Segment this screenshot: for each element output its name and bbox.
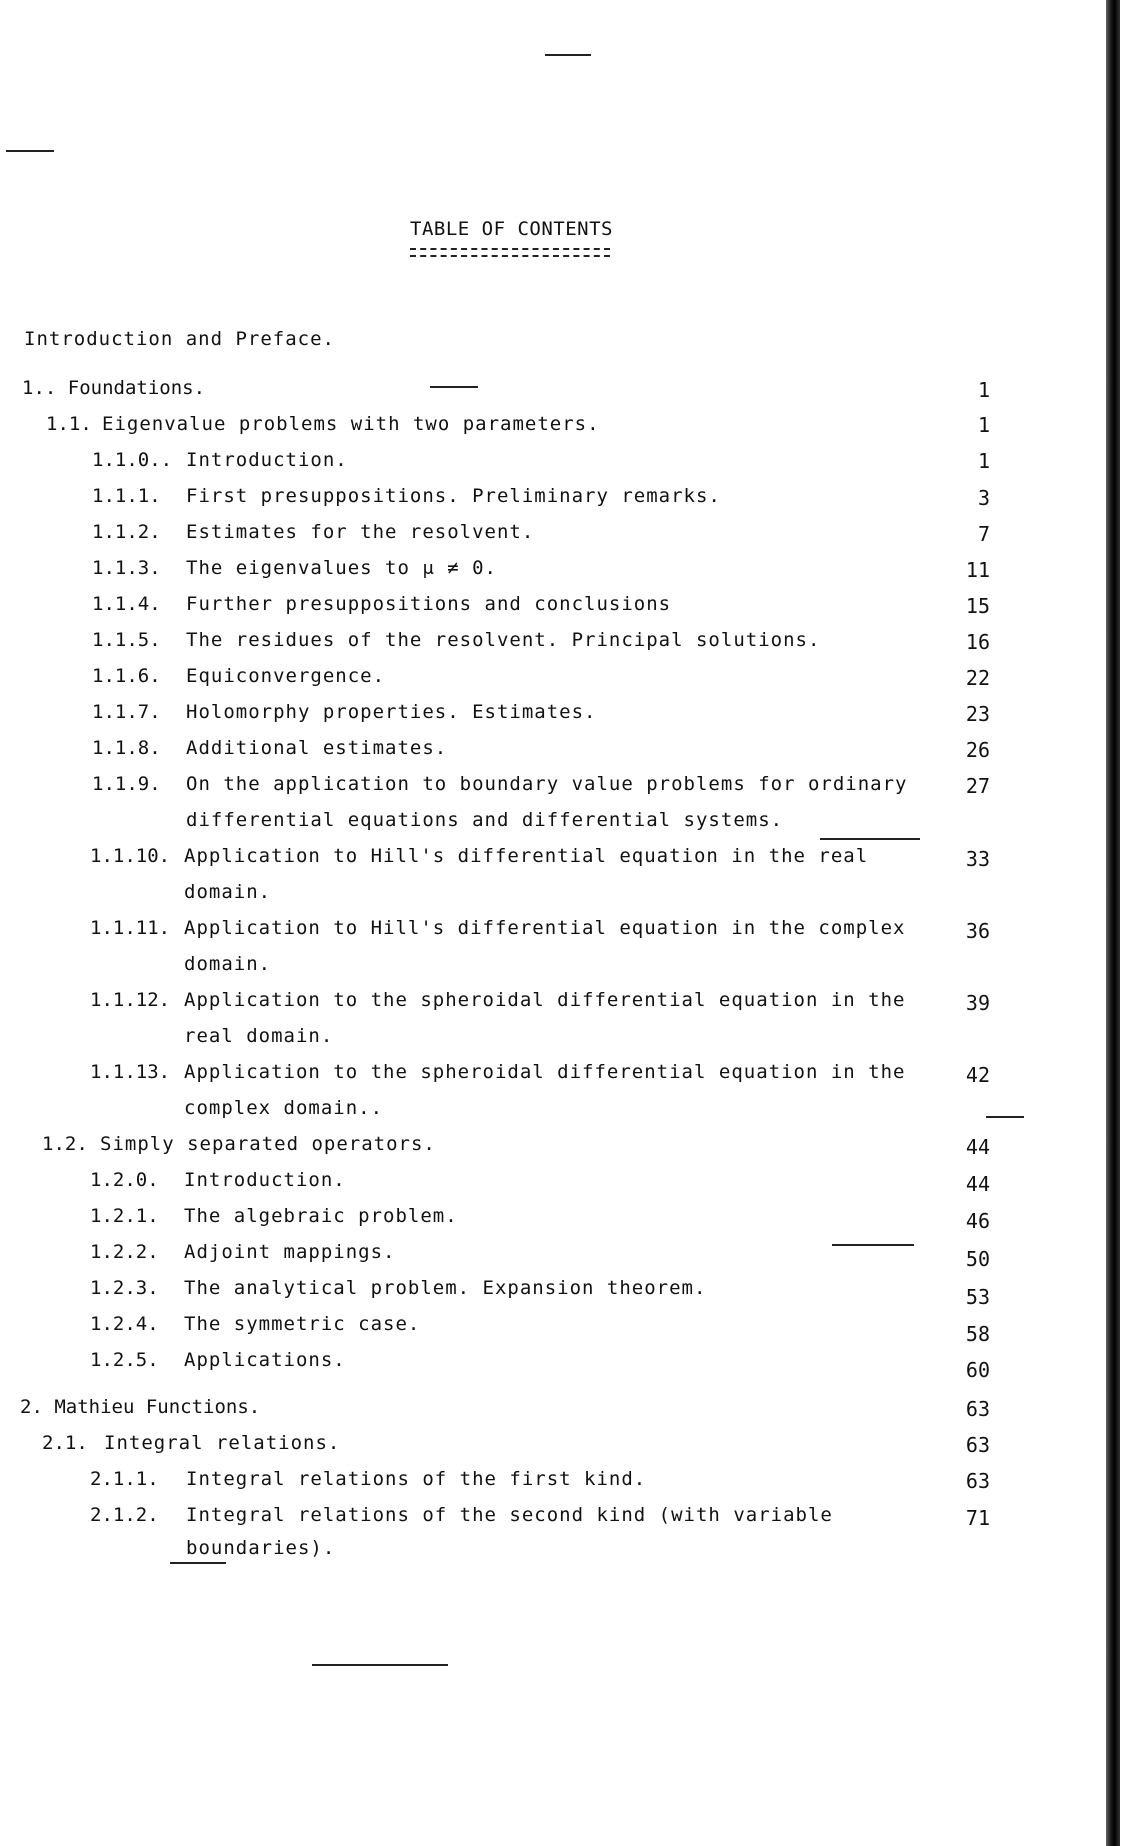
toc-page: 36 bbox=[965, 919, 990, 943]
toc-page: 7 bbox=[977, 522, 990, 546]
toc-subsection-title: The analytical problem. Expansion theorem. bbox=[184, 1277, 707, 1299]
toc-section-number: 1.2. bbox=[42, 1133, 88, 1155]
toc-chapter-2: 2. Mathieu Functions. bbox=[20, 1396, 261, 1418]
toc-section-title: Eigenvalue problems with two parameters. bbox=[102, 413, 600, 435]
toc-subsection-number: 1.1.7. bbox=[92, 701, 161, 723]
toc-page: 33 bbox=[965, 847, 990, 871]
toc-page: 1 bbox=[977, 378, 990, 402]
toc-subsection-number: 1.1.4. bbox=[92, 593, 161, 615]
toc-subsection-number: 1.1.5. bbox=[92, 629, 161, 651]
toc-section-title: Simply separated operators. bbox=[100, 1133, 436, 1155]
scan-mark bbox=[312, 1664, 448, 1666]
toc-chapter-1: 1.. Foundations. bbox=[22, 377, 206, 399]
toc-section-number: 2.1. bbox=[42, 1432, 88, 1454]
toc-page: 26 bbox=[965, 738, 990, 762]
toc-subsection-number: 1.1.0.. bbox=[92, 449, 173, 471]
toc-subsection-number: 1.2.0. bbox=[90, 1169, 159, 1191]
toc-page: 58 bbox=[965, 1322, 990, 1346]
toc-subsection-title: Integral relations of the first kind. bbox=[186, 1468, 647, 1490]
toc-subsection-title: First presuppositions. Preliminary remarks. bbox=[186, 485, 721, 507]
toc-page: 50 bbox=[965, 1247, 990, 1271]
toc-page: 44 bbox=[965, 1135, 990, 1159]
toc-subsection-title: Equiconvergence. bbox=[186, 665, 386, 687]
toc-page: 23 bbox=[965, 702, 990, 726]
toc-page: 16 bbox=[965, 630, 990, 654]
toc-subsection-number: 1.1.3. bbox=[92, 557, 161, 579]
scan-mark bbox=[986, 1116, 1024, 1118]
toc-page: 53 bbox=[965, 1285, 990, 1309]
toc-subsection-title: Estimates for the resolvent. bbox=[186, 521, 535, 543]
toc-subsection-number: 1.1.12. bbox=[90, 989, 171, 1011]
toc-subsection-title: The eigenvalues to μ ≠ 0. bbox=[186, 557, 497, 579]
toc-page: 27 bbox=[965, 774, 990, 798]
toc-subsection-number: 1.1.8. bbox=[92, 737, 161, 759]
toc-subsection-title-continued: complex domain.. bbox=[184, 1097, 384, 1119]
scan-mark bbox=[832, 1244, 914, 1246]
toc-subsection-number: 1.1.2. bbox=[92, 521, 161, 543]
toc-subsection-title: Application to the spheroidal differential equation in the bbox=[184, 1061, 906, 1083]
intro-entry: Introduction and Preface. bbox=[24, 328, 335, 350]
toc-subsection-title-continued: boundaries). bbox=[186, 1537, 336, 1559]
toc-subsection-number: 1.2.5. bbox=[90, 1349, 159, 1371]
toc-subsection-title: Application to Hill's differential equation in the complex bbox=[184, 917, 906, 939]
toc-section-number: 1.1. bbox=[46, 413, 92, 435]
toc-subsection-title-continued: differential equations and differential systems. bbox=[186, 809, 784, 831]
toc-page: 63 bbox=[965, 1433, 990, 1457]
toc-subsection-title: Application to Hill's differential equation in the real bbox=[184, 845, 869, 867]
toc-page: 71 bbox=[965, 1506, 990, 1530]
toc-subsection-title-continued: domain. bbox=[184, 881, 272, 903]
toc-page: 3 bbox=[977, 486, 990, 510]
scan-mark bbox=[430, 386, 478, 388]
toc-subsection-number: 2.1.1. bbox=[90, 1468, 159, 1490]
scan-edge bbox=[1106, 0, 1120, 1846]
toc-subsection-number: 1.2.4. bbox=[90, 1313, 159, 1335]
toc-subsection-title: The residues of the resolvent. Principal solutions. bbox=[186, 629, 821, 651]
toc-subsection-number: 1.1.1. bbox=[92, 485, 161, 507]
scan-mark bbox=[6, 150, 54, 152]
toc-subsection-title: Application to the spheroidal differential equation in the bbox=[184, 989, 906, 1011]
toc-subsection-title: Applications. bbox=[184, 1349, 346, 1371]
toc-subsection-title: Integral relations of the second kind (with variable bbox=[186, 1504, 833, 1526]
toc-page: 63 bbox=[965, 1469, 990, 1493]
toc-subsection-title: Holomorphy properties. Estimates. bbox=[186, 701, 597, 723]
toc-subsection-title-continued: real domain. bbox=[184, 1025, 334, 1047]
toc-page: 63 bbox=[965, 1397, 990, 1421]
toc-subsection-number: 1.1.10. bbox=[90, 845, 171, 867]
toc-page: 39 bbox=[965, 991, 990, 1015]
toc-subsection-number: 1.2.3. bbox=[90, 1277, 159, 1299]
toc-subsection-number: 1.1.9. bbox=[92, 773, 161, 795]
toc-subsection-title: On the application to boundary value problems for ordinary bbox=[186, 773, 908, 795]
toc-page: 42 bbox=[965, 1063, 990, 1087]
toc-subsection-number: 1.1.11. bbox=[90, 917, 171, 939]
toc-subsection-number: 1.1.6. bbox=[92, 665, 161, 687]
toc-subsection-number: 1.2.2. bbox=[90, 1241, 159, 1263]
toc-subsection-number: 1.1.13. bbox=[90, 1061, 171, 1083]
scan-mark bbox=[545, 54, 591, 56]
toc-subsection-title: Introduction. bbox=[184, 1169, 346, 1191]
scan-mark bbox=[170, 1562, 226, 1564]
toc-subsection-title: Further presuppositions and conclusions bbox=[186, 593, 672, 615]
toc-subsection-title-continued: domain. bbox=[184, 953, 272, 975]
toc-subsection-title: The symmetric case. bbox=[184, 1313, 421, 1335]
toc-section-title: Integral relations. bbox=[104, 1432, 341, 1454]
toc-page: 44 bbox=[965, 1172, 990, 1196]
toc-heading: TABLE OF CONTENTS bbox=[410, 218, 613, 240]
toc-subsection-title: Adjoint mappings. bbox=[184, 1241, 396, 1263]
toc-page: 60 bbox=[965, 1358, 990, 1382]
toc-subsection-title: Additional estimates. bbox=[186, 737, 448, 759]
toc-subsection-title: Introduction. bbox=[186, 449, 348, 471]
toc-subsection-number: 2.1.2. bbox=[90, 1504, 159, 1526]
toc-page: 1 bbox=[977, 449, 990, 473]
toc-page: 15 bbox=[965, 594, 990, 618]
scan-mark bbox=[820, 838, 920, 840]
toc-subsection-title: The algebraic problem. bbox=[184, 1205, 458, 1227]
toc-page: 46 bbox=[965, 1209, 990, 1233]
heading-underline bbox=[410, 248, 610, 257]
toc-page: 1 bbox=[977, 413, 990, 437]
toc-page: 11 bbox=[965, 558, 990, 582]
toc-page: 22 bbox=[965, 666, 990, 690]
toc-subsection-number: 1.2.1. bbox=[90, 1205, 159, 1227]
